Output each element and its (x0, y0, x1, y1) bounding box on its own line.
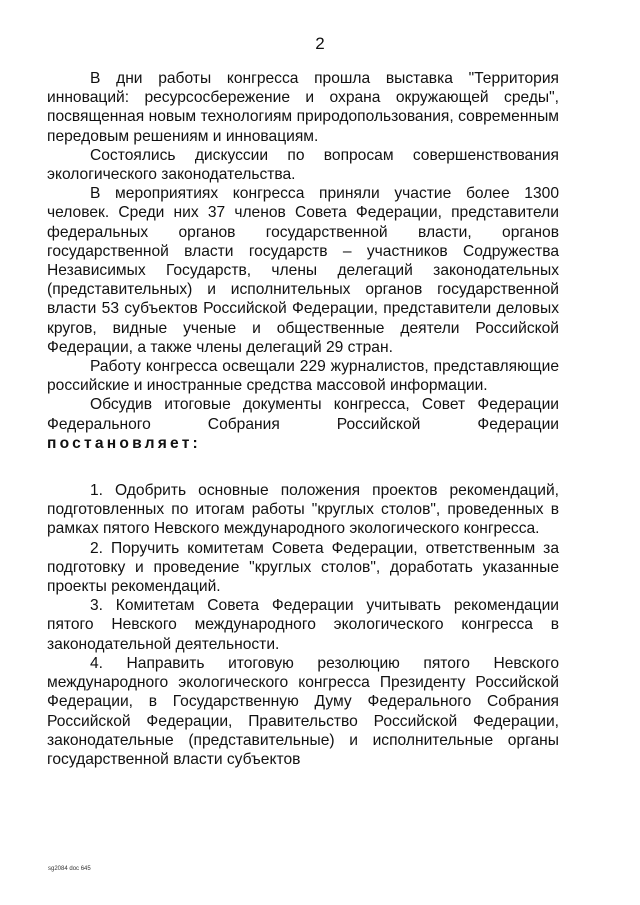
footer-document-code: sg2084 doc 645 (48, 866, 91, 872)
paragraph-discussions: Состоялись дискуссии по вопросам совершенствования экологического законодательства. (47, 146, 559, 184)
paragraph-participants: В мероприятиях конгресса приняли участие более 1300 человек. Среди них 37 членов Совета Федерации, представители федеральных органов государственной власти, органов государственной власти государств – участников Содружества Независимых Государств, члены делегаций законодательных (представительных) и исполнительных органов государственной власти 53 субъектов Российской Федерации, представители деловых кругов, видные ученые и общественные деятели Российской Федерации, а также члены делегаций 29 стран. (47, 185, 559, 356)
paragraph-exhibition: В дни работы конгресса прошла выставка "Территория инноваций: ресурсосбережение и охрана окружающей среды", посвященная новым технологиям природопользования, современным передовым решениям и инновациям. (47, 70, 559, 145)
document-body (47, 69, 559, 769)
resolution-intro-text: Обсудив итоговые документы конгресса, Совет Федерации Федерального Собрания Российской Федерации (47, 396, 559, 433)
page-number: 2 (315, 34, 325, 53)
paragraph-gap (47, 453, 559, 481)
resolution-item-3: 3. Комитетам Совета Федерации учитывать рекомендации пятого Невского международного экологического конгресса в законодательной деятельности. (47, 597, 559, 653)
paragraph-journalists: Работу конгресса освещали 229 журналистов, представляющие российские и иностранные средства массовой информации. (47, 358, 559, 395)
resolution-keyword: постановляет: (47, 434, 201, 452)
resolution-item-4: 4. Направить итоговую резолюцию пятого Невского международного экологического конгресса Президенту Российской Федерации, в Государственную Думу Федерального Собрания Российской Федерации, Правительство Российской Федерации, законодательные (представительные) и исполнительные органы государственной власти субъектов (47, 654, 559, 768)
resolution-item-2: 2. Поручить комитетам Совета Федерации, ответственным за подготовку и проведение "круглых столов", доработать указанные проекты рекомендаций. (47, 539, 559, 596)
resolution-item-1: 1. Одобрить основные положения проектов рекомендаций, подготовленных по итогам работы "круглых столов", проведенных в рамках пятого Невского международного экологического конгресса. (47, 482, 559, 538)
paragraph-resolution-intro (47, 395, 559, 453)
